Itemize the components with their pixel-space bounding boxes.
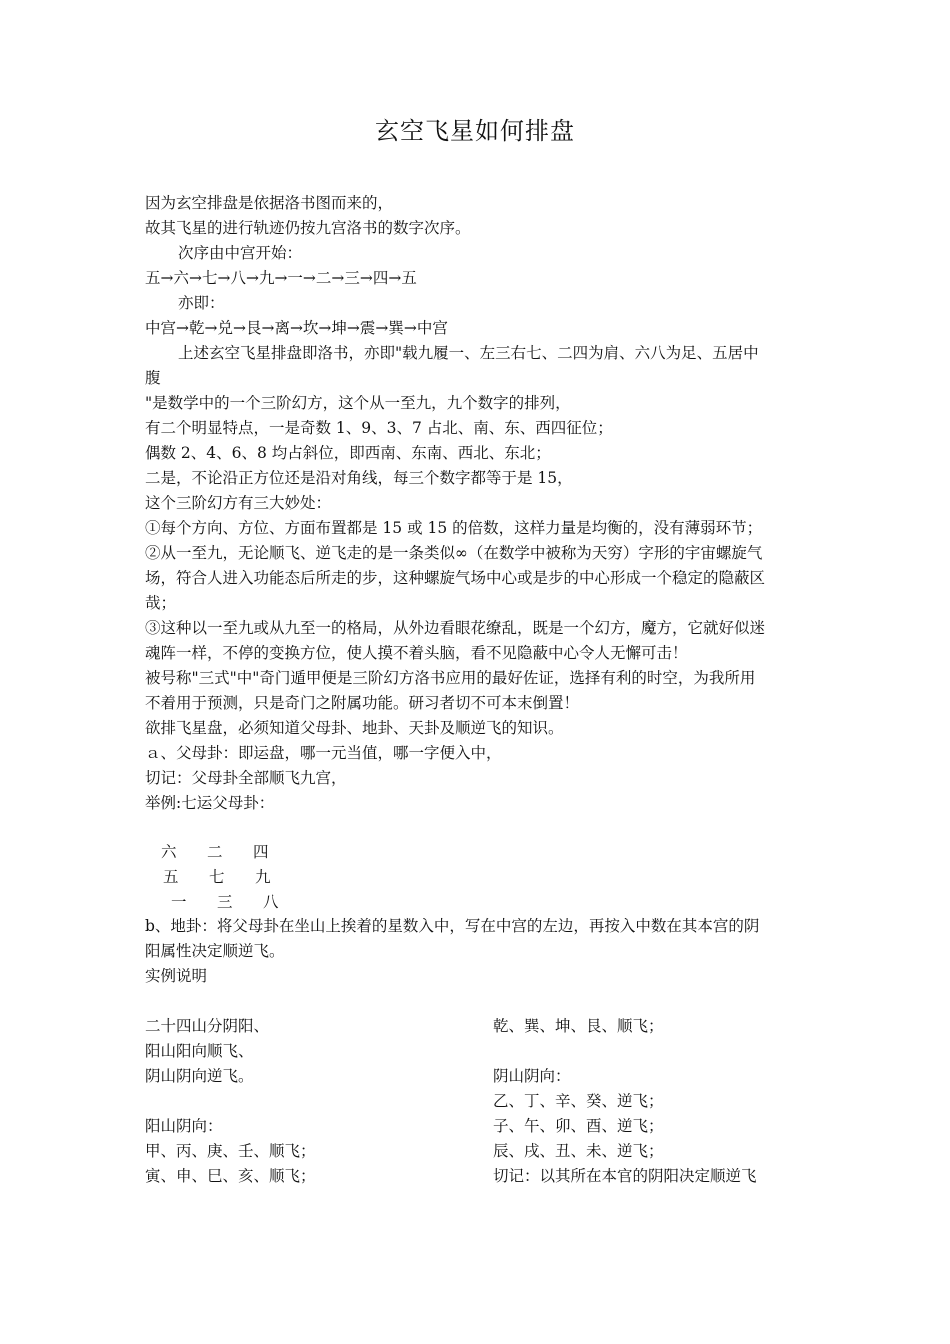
page-title: 玄空飞星如何排盘 [375,117,575,145]
grid-cell: 五 [163,868,179,886]
paragraph-line: 被号称"三式"中"奇门遁甲便是三阶幻方洛书应用的最好佐证，选择有利的时空，为我所用 [145,669,756,687]
paragraph-line: 故其飞星的进行轨迹仍按九宫洛书的数字次序。 [145,219,471,237]
paragraph-line: 腹 [145,369,161,387]
paragraph-line: ③这种以一至九或从九至一的格局，从外边看眼花缭乱，既是一个幻方，魔方，它就好似迷 [145,619,766,637]
paragraph-line: 切记：父母卦全部顺飞九宫， [145,769,347,787]
grid-cell: 三 [217,893,233,911]
paragraph-line: 实例说明 [145,967,208,985]
luoshu-grid-row [161,840,299,865]
paragraph-line: 哉； [145,594,177,612]
paragraph-line: 亦即： [178,294,225,312]
right-column-line: 乙、丁、辛、癸、逆飞； [493,1092,664,1110]
grid-cell: 六 [161,843,177,861]
right-column-line: 阴山阴向： [493,1067,571,1085]
grid-cell: 九 [255,868,271,886]
paragraph-line: 不着用于预测，只是奇门之附属功能。研习者切不可本末倒置！ [145,694,580,712]
left-column-line: 甲、丙、庚、壬、顺飞； [145,1142,316,1160]
paragraph-line: 偶数 2、4、6、8 均占斜位，即西南、东南、西北、东北； [145,444,551,462]
paragraph-line: 欲排飞星盘，必须知道父母卦、地卦、天卦及顺逆飞的知识。 [145,719,564,737]
right-column-line: 子、午、卯、酉、逆飞； [493,1117,664,1135]
paragraph-line: b、地卦：将父母卦在坐山上挨着的星数入中，写在中宫的左边，再按入中数在其本宫的阴 [145,917,760,935]
paragraph-line: "是数学中的一个三阶幻方，这个从一至九，九个数字的排列， [145,394,571,412]
paragraph-line: 这个三阶幻方有三大妙处： [145,494,332,512]
luoshu-grid-row [163,865,301,890]
grid-cell: 四 [253,843,269,861]
paragraph-line: 因为玄空排盘是依据洛书图而来的， [145,194,394,212]
sequence-line: 五→六→七→八→九→一→二→三→四→五 [145,269,417,287]
left-column-line: 寅、申、巳、亥、顺飞； [145,1167,316,1185]
right-column-line: 乾、巽、坤、艮、顺飞； [493,1017,664,1035]
left-column-line: 二十四山分阴阳、 [145,1017,270,1035]
left-column-line: 阳山阳向顺飞、 [145,1042,254,1060]
paragraph-line: 有二个明显特点，一是奇数 1、9、3、7 占北、南、东、西四征位； [145,419,613,437]
right-column-line: 辰、戌、丑、未、逆飞； [493,1142,664,1160]
left-column-line: 阴山阴向逆飞。 [145,1067,254,1085]
paragraph-line: 场，符合人进入功能态后所走的步，这种螺旋气场中心或是步的中心形成一个稳定的隐蔽区 [145,569,766,587]
paragraph-line: 上述玄空飞星排盘即洛书，亦即"载九履一、左三右七、二四为肩、六八为足、五居中 [178,344,759,362]
grid-cell: 二 [207,843,223,861]
grid-cell: 八 [263,893,279,911]
paragraph-line: 阳属性决定顺逆飞。 [145,942,285,960]
paragraph-line: ①每个方向、方位、方面布置都是 15 或 15 的倍数，这样力量是均衡的，没有薄弱环节； [145,519,763,537]
paragraph-line: 二是，不论沿正方位还是沿对角线，每三个数字都等于是 15， [145,469,573,487]
paragraph-line: 魂阵一样，不停的变换方位，使人摸不着头脑，看不见隐蔽中心令人无懈可击！ [145,644,688,662]
paragraph-line: ②从一至九，无论顺飞、逆飞走的是一条类似∞（在数学中被称为天穷）字形的宇宙螺旋气 [145,544,763,562]
paragraph-line: 举例:七运父母卦： [145,794,275,812]
left-column-line: 阳山阴向： [145,1117,223,1135]
right-column-line: 切记：以其所在本官的阴阳决定顺逆飞 [493,1167,757,1185]
sequence-line: 中宫→乾→兑→艮→离→坎→坤→震→巽→中宫 [145,319,448,337]
paragraph-line: ａ、父母卦：即运盘，哪一元当值，哪一字便入中， [145,744,502,762]
luoshu-grid-row [171,890,309,915]
paragraph-line: 次序由中宫开始： [178,244,303,262]
grid-cell: 一 [171,893,187,911]
grid-cell: 七 [209,868,225,886]
